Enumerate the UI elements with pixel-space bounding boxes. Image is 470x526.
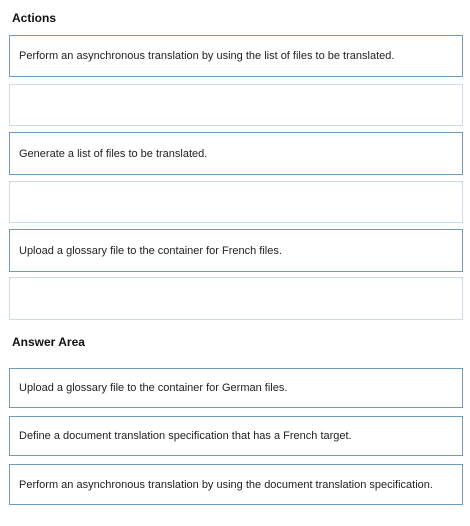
action-item-label: Perform an asynchronous translation by using the list of files to be translated.: [19, 50, 395, 62]
action-item-label: Upload a glossary file to the container for French files.: [19, 244, 282, 257]
action-item-async-translation-list[interactable]: [9, 35, 463, 77]
answer-item-upload-glossary-german[interactable]: [9, 368, 463, 408]
action-item-label: Generate a list of files to be translated.: [19, 147, 208, 160]
answer-item-async-translation-spec[interactable]: [9, 464, 463, 505]
action-item-generate-file-list[interactable]: [9, 132, 463, 175]
action-slot-empty[interactable]: [9, 84, 463, 126]
answer-item-label: Perform an asynchronous translation by using the document translation specification.: [19, 478, 433, 491]
actions-heading: Actions: [12, 11, 57, 25]
answer-item-label: Upload a glossary file to the container for German files.: [19, 382, 288, 394]
action-slot-empty[interactable]: [9, 181, 463, 223]
answer-item-label: Define a document translation specification that has a French target.: [19, 430, 352, 442]
answer-area-heading: Answer Area: [12, 335, 85, 349]
answer-item-define-translation-spec[interactable]: [9, 416, 463, 456]
action-item-upload-glossary-french[interactable]: [9, 229, 463, 272]
action-slot-empty[interactable]: [9, 277, 463, 320]
